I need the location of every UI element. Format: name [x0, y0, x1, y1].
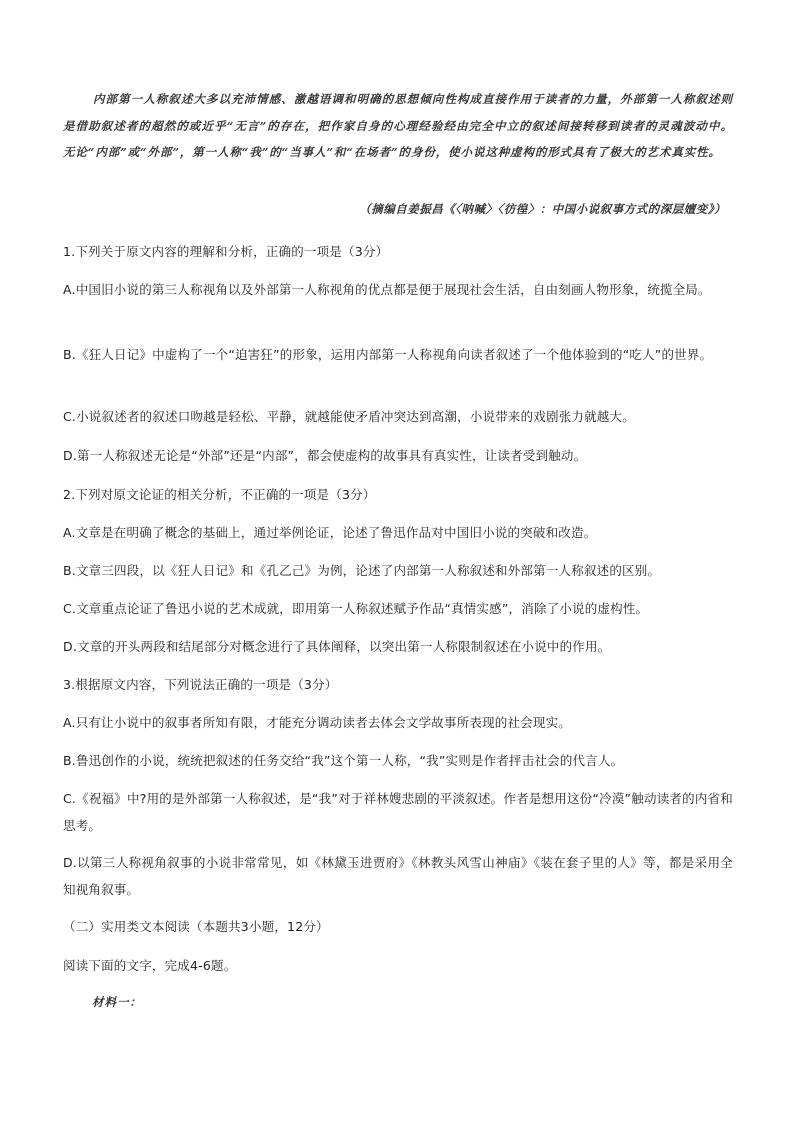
excerpt-paragraph: 内部第一人称叙述大多以充沛情感、激越语调和明确的思想倾向性构成直接作用于读者的力量，外部第一人称叙述则是借助叙述者的超然的或近乎“无言”的存在，把作家自身的心理经验经由完全中立的叙述间接转移到读者的灵魂波动中。无论“内部”或“外部”，第一人称“我”的“当事人”和“在场者”的身份，使小说这种虚构的形式具有了极大的艺术真实性。 [63, 92, 733, 159]
question-3-option-c: C.《祝福》中?用的是外部第一人称叙述，是“我”对于祥林嫂悲剧的平淡叙述。作者是想用这份“冷漠”触动读者的内省和思考。 [63, 791, 733, 833]
question-1-option-b: B.《狂人日记》中虚构了一个“迫害狂”的形象，运用内部第一人称视角向读者叙述了一个他体验到的“吃人”的世界。 [63, 347, 713, 362]
section-heading: （二）实用类文本阅读（本题共3小题，12分） [63, 919, 329, 934]
question-1-stem: 1.下列关于原文内容的理解和分析，正确的一项是（3分） [63, 244, 389, 259]
question-2-stem: 2.下列对原文论证的相关分析，不正确的一项是（3分） [63, 487, 376, 502]
question-3-stem: 3.根据原文内容，下列说法正确的一项是（3分） [63, 677, 338, 692]
excerpt-source: （摘编自姜振昌《〈呐喊〉〈彷徨〉：中国小说叙事方式的深层嬗变》） [359, 202, 726, 216]
question-2-option-d: D.文章的开头两段和结尾部分对概念进行了具体阐释，以突出第一人称限制叙述在小说中的作用。 [63, 639, 611, 654]
question-1-option-c: C.小说叙述者的叙述口吻越是轻松、平静，就越能使矛盾冲突达到高潮，小说带来的戏剧张力就越大。 [63, 409, 635, 424]
material-label: 材料一： [92, 995, 142, 1009]
question-1-option-d: D.第一人称叙述无论是“外部”还是“内部”，都会使虚构的故事具有真实性，让读者受到触动。 [63, 448, 587, 463]
question-2-option-a: A.文章是在明确了概念的基础上，通过举例论证，论述了鲁迅作品对中国旧小说的突破和改造。 [63, 525, 597, 540]
question-3-option-d: D.以第三人称视角叙事的小说非常常见，如《林黛玉进贾府》《林教头风雪山神庙》《装在套子里的人》等，都是采用全知视角叙事。 [63, 855, 733, 897]
question-1-option-a: A.中国旧小说的第三人称视角以及外部第一人称视角的优点都是便于展现社会生活，自由刻画人物形象，统揽全局。 [63, 282, 711, 297]
question-3-option-a: A.只有让小说中的叙事者所知有限，才能充分调动读者去体会文学故事所表现的社会现实。 [63, 715, 572, 730]
question-2-option-b: B.文章三四段，以《狂人日记》和《孔乙己》为例，论述了内部第一人称叙述和外部第一人称叙述的区别。 [63, 563, 661, 578]
question-3-option-b: B.鲁迅创作的小说，统统把叙述的任务交给“我”这个第一人称，“我”实则是作者抨击社会的代言人。 [63, 753, 624, 768]
section-instruction: 阅读下面的文字，完成4-6题。 [63, 958, 237, 973]
question-2-option-c: C.文章重点论证了鲁迅小说的艺术成就，即用第一人称叙述赋予作品“真情实感”，消除了小说的虚构性。 [63, 601, 649, 616]
